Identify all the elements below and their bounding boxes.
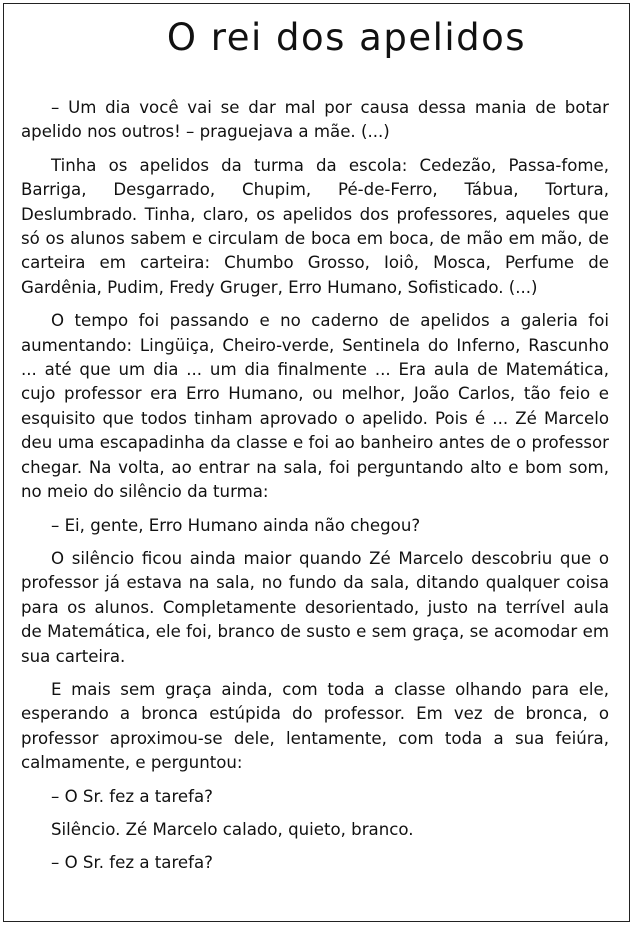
document-body (21, 96, 609, 885)
paragraph-7: – O Sr. fez a tarefa? (51, 786, 213, 806)
paragraph-1: – Um dia você vai se dar mal por causa dessa mania de botar apelido nos outros! – praguejava a mãe. (...) (21, 98, 609, 142)
paragraph-9: – O Sr. fez a tarefa? (51, 853, 213, 873)
paragraph-6: E mais sem graça ainda, com toda a classe olhando para ele, esperando a bronca estúpida do professor. Em vez de bronca, o professor aproximou-se dele, lentamente, com toda a sua feiúra, calmamente, e perguntou: (21, 679, 609, 773)
paragraph-2: Tinha os apelidos da turma da escola: Cedezão, Passa-fome, Barriga, Desgarrado, Chupim, Pé-de-Ferro, Tábua, Tortura, Deslumbrado. Tinha, claro, os apelidos dos professores, aqueles que só os alunos sabem e circulam de boca em boca, de mão em mão, de carteira em carteira: Chumbo Grosso, Ioiô, Mosca, Perfume de Gardênia, Pudim, Fredy Gruger, Erro Humano, Sofisticado. (...) (21, 155, 609, 297)
paragraph-8: Silêncio. Zé Marcelo calado, quieto, branco. (51, 819, 414, 839)
paragraph-3: O tempo foi passando e no caderno de apelidos a galeria foi aumentando: Lingüiça, Cheiro-verde, Sentinela do Inferno, Rascunho ... até que um dia ... um dia finalmente ... Era aula de Matemática, cujo professor era Erro Humano, ou melhor, João Carlos, tão feio e esquisito que todos tinham aprovado o apelido. Pois é ... Zé Marcelo deu uma escapadinha da classe e foi ao banheiro antes de o professor chegar. Na volta, ao entrar na sala, foi perguntando alto e bom som, no meio do silêncio da turma: (21, 311, 609, 502)
paragraph-4: – Ei, gente, Erro Humano ainda não chegou? (51, 515, 421, 535)
document-title: O rei dos apelidos (166, 16, 527, 59)
paragraph-5: O silêncio ficou ainda maior quando Zé Marcelo descobriu que o professor já estava na sala, no fundo da sala, ditando qualquer coisa para os alunos. Completamente desorientado, justo na terrível aula de Matemática, ele foi, branco de susto e sem graça, se acomodar em sua carteira. (21, 548, 609, 666)
document-frame (3, 3, 630, 922)
